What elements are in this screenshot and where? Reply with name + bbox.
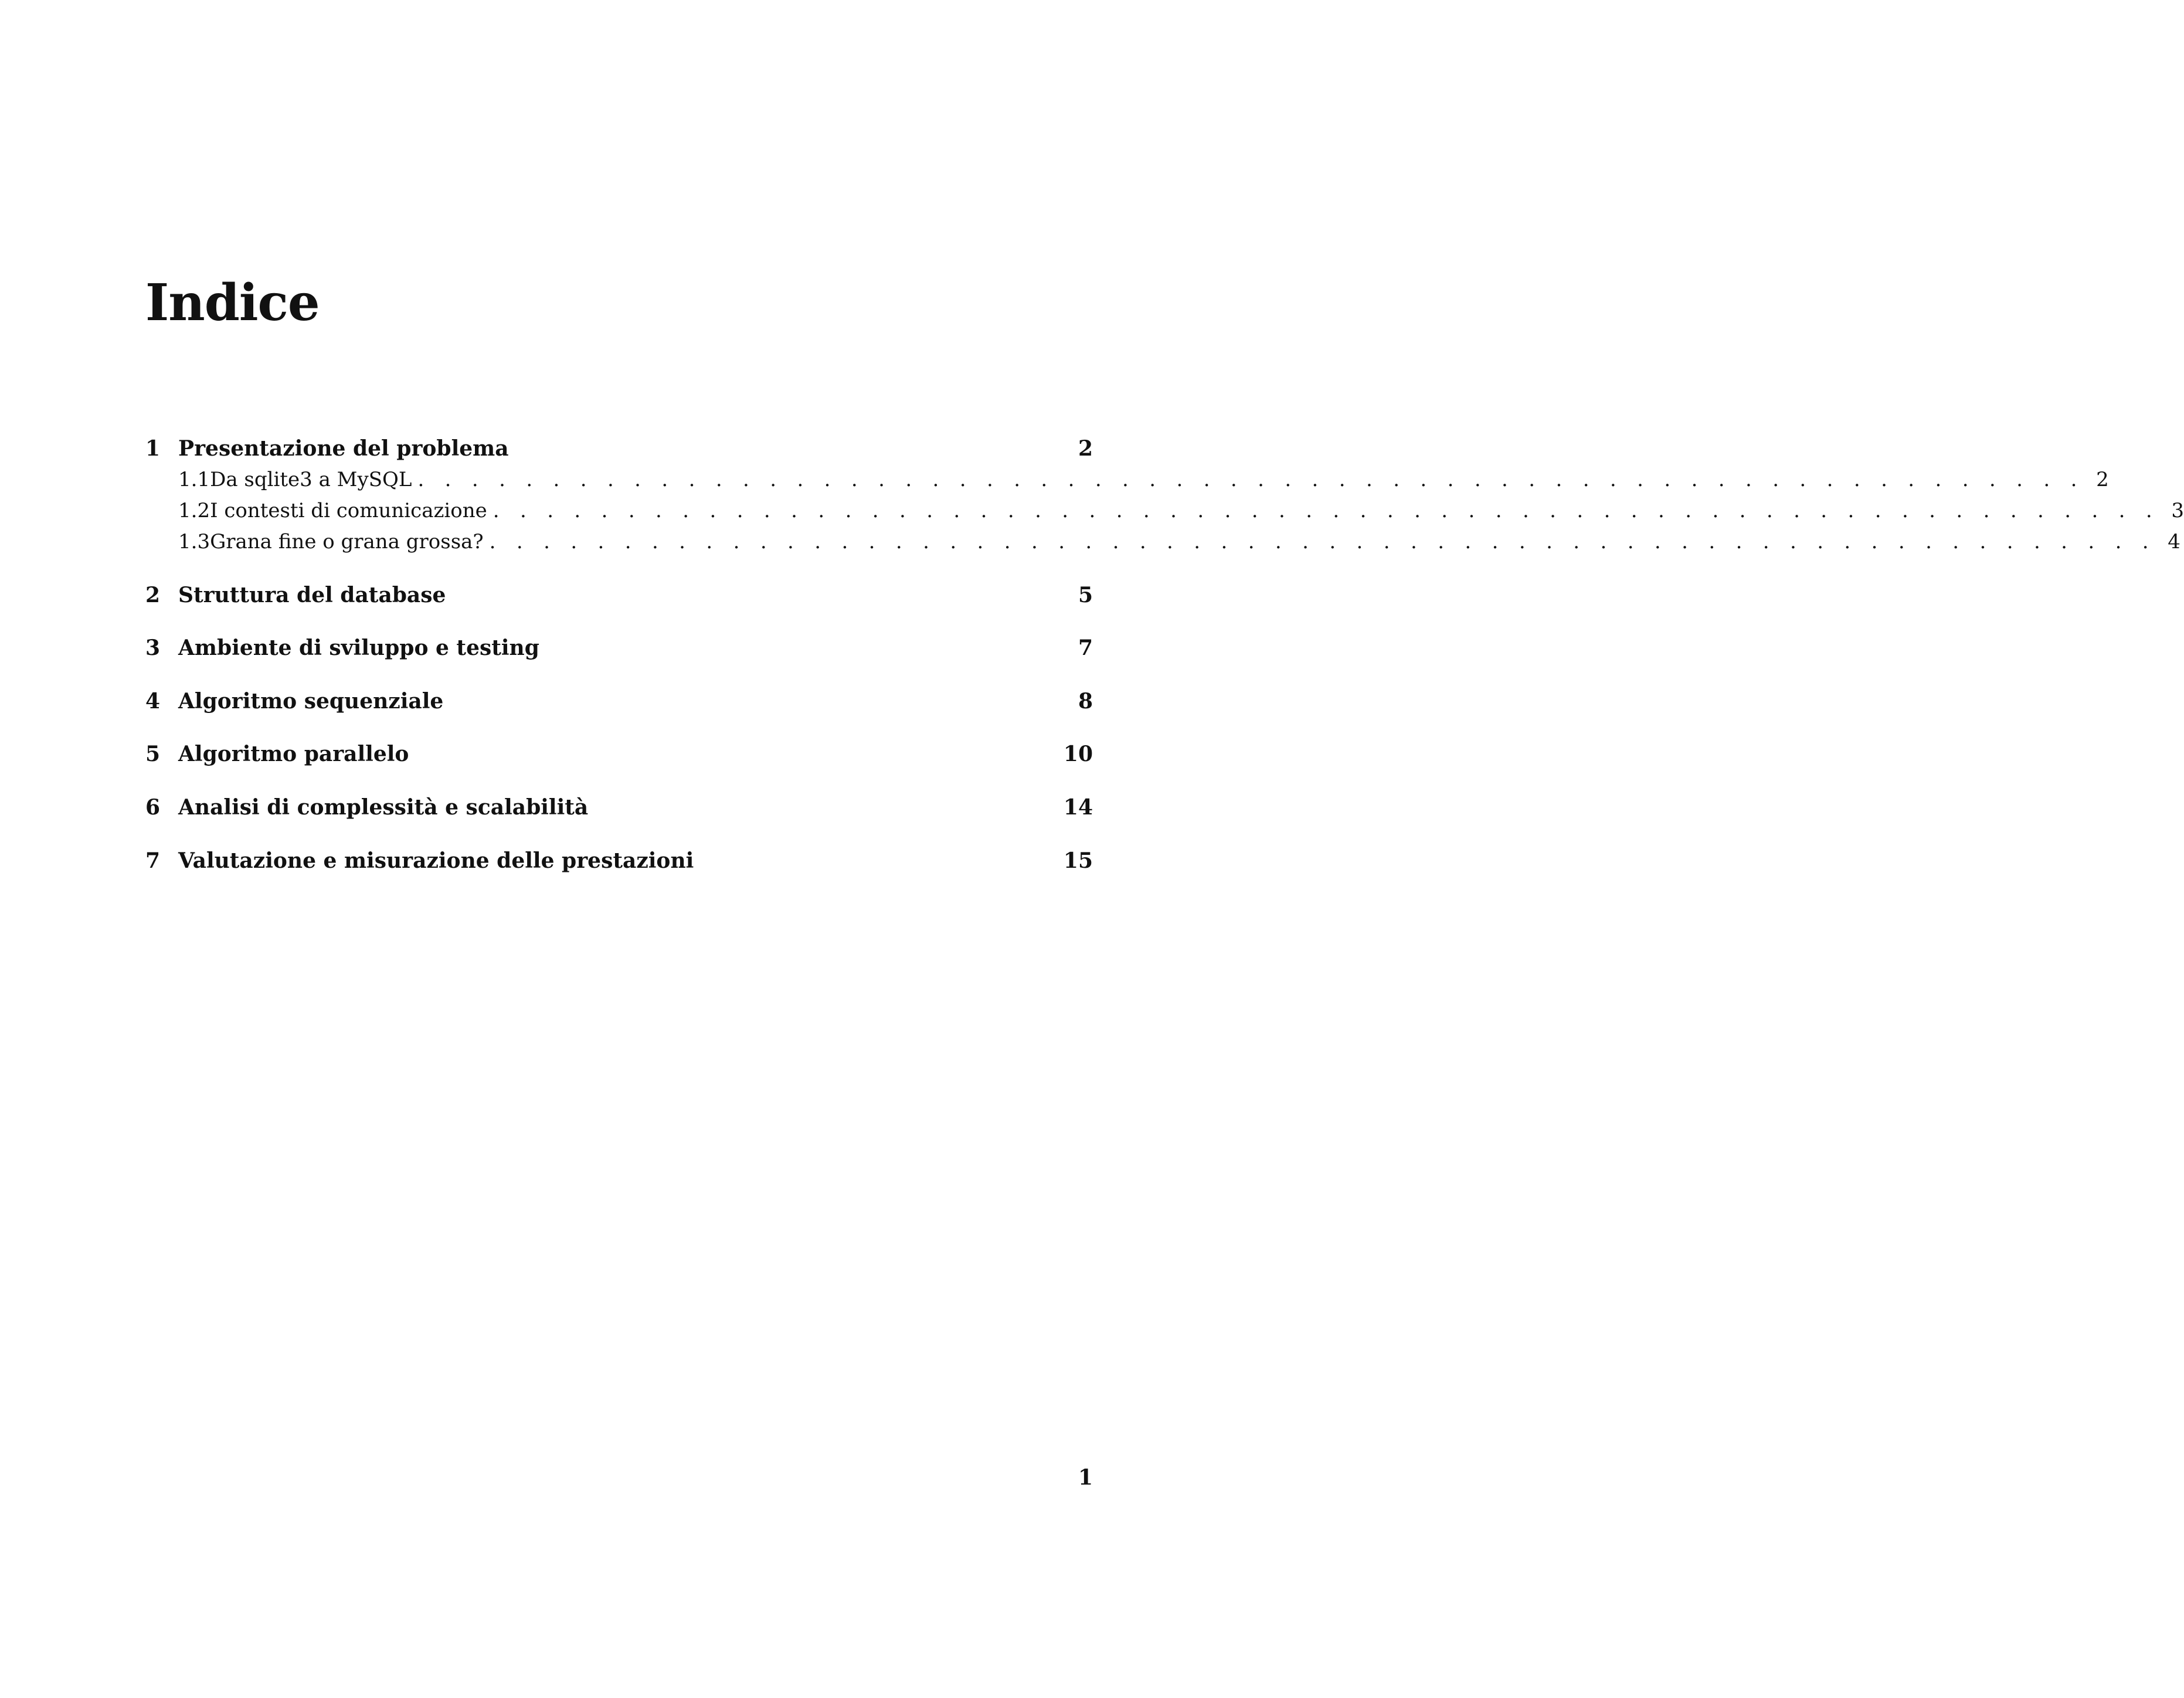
toc-entry-page: 2 bbox=[2096, 468, 2109, 491]
toc-entry-page: 2 bbox=[1078, 436, 1093, 461]
toc-entry-page: 8 bbox=[1078, 689, 1093, 714]
toc-entry-number: 7 bbox=[145, 848, 161, 873]
toc-entry-number: 5 bbox=[145, 742, 161, 766]
toc-entry-page: 4 bbox=[2168, 530, 2180, 553]
toc-entry-page: 10 bbox=[1063, 742, 1093, 766]
toc-entry-number: 1.2 bbox=[178, 499, 210, 522]
toc-entry-page: 7 bbox=[1078, 636, 1093, 660]
toc-entry-number: 6 bbox=[145, 795, 161, 820]
toc-entry-label: Da sqlite3 a MySQL bbox=[210, 468, 412, 491]
toc-entry-chapter[interactable] bbox=[145, 793, 1093, 822]
page-number: 1 bbox=[1078, 1465, 1093, 1490]
toc-entry-section[interactable] bbox=[145, 496, 2184, 525]
toc-entry-number: 1.3 bbox=[178, 530, 210, 553]
toc-entry-section[interactable] bbox=[145, 465, 2109, 494]
toc-entry-number: 2 bbox=[145, 583, 161, 607]
toc-entry-number: 4 bbox=[145, 689, 161, 714]
toc-entry-label: Algoritmo parallelo bbox=[178, 742, 409, 766]
toc-title: Indice bbox=[145, 273, 320, 332]
toc-entry-label: Presentazione del problema bbox=[178, 436, 509, 461]
toc-entry-label: Analisi di complessità e scalabilità bbox=[178, 795, 589, 820]
toc-dot-leader: . . . . . . . . . . . . . . . . . . . . . . . . . . . . . . . . . . . . . . . . . . . . . . . . . . . . . . . . . . . . . . bbox=[489, 530, 2156, 553]
toc-entry-number: 3 bbox=[145, 636, 161, 660]
toc-entry-label: Struttura del database bbox=[178, 583, 446, 607]
toc-entry-section[interactable] bbox=[145, 527, 2180, 556]
toc-entry-label: Algoritmo sequenziale bbox=[178, 689, 444, 714]
toc-entry-label: Ambiente di sviluppo e testing bbox=[178, 636, 539, 660]
toc-entry-chapter[interactable] bbox=[145, 434, 1093, 463]
toc-entry-page: 5 bbox=[1078, 583, 1093, 607]
toc-entry-chapter[interactable] bbox=[145, 687, 1093, 716]
toc-entry-page: 15 bbox=[1063, 848, 1093, 873]
toc-entry-page: 14 bbox=[1063, 795, 1093, 820]
toc-entry-chapter[interactable] bbox=[145, 633, 1093, 663]
toc-entry-number: 1.1 bbox=[178, 468, 210, 491]
toc-entry-label: Valutazione e misurazione delle prestazioni bbox=[178, 848, 694, 873]
toc-dot-leader: . . . . . . . . . . . . . . . . . . . . . . . . . . . . . . . . . . . . . . . . . . . . . . . . . . . . . . . . . . . . . . bbox=[492, 499, 2160, 522]
toc-entry-chapter[interactable] bbox=[145, 739, 1093, 769]
toc-dot-leader: . . . . . . . . . . . . . . . . . . . . . . . . . . . . . . . . . . . . . . . . . . . . . . . . . . . . . . . . . . . . . . bbox=[417, 468, 2084, 491]
toc-entry-chapter[interactable] bbox=[145, 580, 1093, 610]
toc-entry-page: 3 bbox=[2171, 499, 2184, 522]
toc-entry-chapter[interactable] bbox=[145, 846, 1093, 875]
toc-entry-label: I contesti di comunicazione bbox=[210, 499, 487, 522]
toc-entry-label: Grana fine o grana grossa? bbox=[210, 530, 484, 553]
toc-entry-number: 1 bbox=[145, 436, 161, 461]
